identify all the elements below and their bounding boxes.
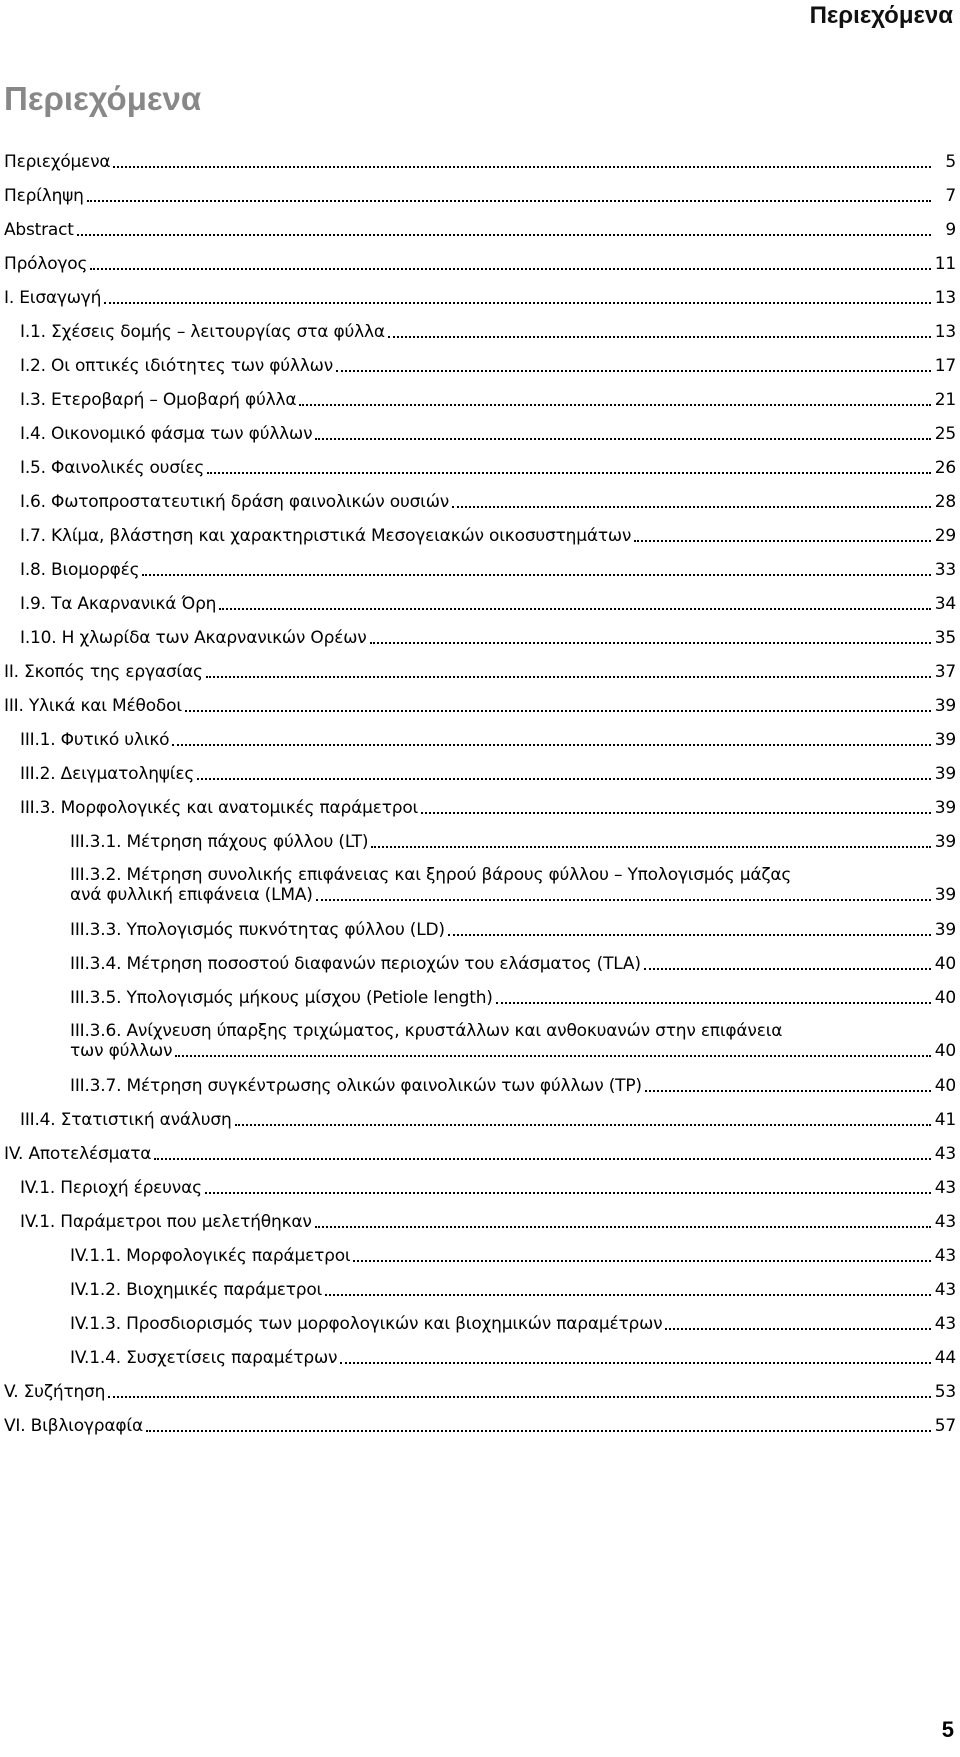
dot-leader (645, 1090, 931, 1092)
toc-label: Περιεχόμενα (4, 152, 111, 172)
toc-page-number: 13 (934, 322, 956, 342)
toc-entry[interactable] (0, 696, 956, 716)
dot-leader (496, 1002, 931, 1004)
dot-leader (104, 302, 931, 304)
toc-entry[interactable] (0, 152, 956, 172)
toc-entry[interactable] (0, 1212, 956, 1232)
toc-label: IV.1. Περιοχή έρευνας (20, 1178, 202, 1198)
toc-entry[interactable] (0, 954, 956, 974)
dot-leader (175, 1055, 931, 1057)
toc-page-number: 57 (934, 1416, 956, 1436)
dot-leader (77, 234, 931, 236)
toc-label: I.1. Σχέσεις δομής – λειτουργίας στα φύλλα (20, 322, 385, 342)
dot-leader (316, 899, 931, 901)
toc-entry[interactable] (0, 356, 956, 376)
dot-leader (142, 574, 931, 576)
toc-entry[interactable] (0, 1382, 956, 1402)
toc-entry[interactable] (0, 764, 956, 784)
dot-leader (644, 968, 931, 970)
toc-label: VI. Βιβλιογραφία (4, 1416, 143, 1436)
toc-page-number: 43 (934, 1314, 956, 1334)
toc-entry[interactable] (0, 1144, 956, 1164)
toc-page-number: 7 (945, 186, 956, 206)
toc-page-number: 37 (934, 662, 956, 682)
toc-entry[interactable] (0, 220, 956, 240)
toc-entry[interactable] (0, 560, 956, 580)
toc-page-number: 53 (934, 1382, 956, 1402)
dot-leader (87, 200, 931, 202)
toc-entry[interactable] (0, 1110, 956, 1130)
dot-leader (197, 778, 931, 780)
toc-page-number: 40 (934, 954, 956, 974)
toc-page-number: 44 (934, 1348, 956, 1368)
dot-leader (336, 370, 931, 372)
dot-leader (634, 540, 931, 542)
toc-entry[interactable] (0, 1416, 956, 1436)
dot-leader (235, 1124, 931, 1126)
dot-leader (315, 438, 931, 440)
toc-label: IV.1.4. Συσχετίσεις παραμέτρων (70, 1348, 338, 1368)
toc-page-number: 40 (934, 988, 956, 1008)
toc-label: Abstract (4, 220, 74, 240)
toc-page-number: 40 (934, 1041, 956, 1061)
toc-label: V. Συζήτηση (4, 1382, 106, 1402)
dot-leader (448, 934, 931, 936)
dot-leader (185, 710, 931, 712)
toc-entry[interactable] (0, 1246, 956, 1266)
toc-entry[interactable] (0, 254, 956, 274)
dot-leader (452, 506, 931, 508)
dot-leader (299, 404, 931, 406)
toc-entry[interactable] (0, 492, 956, 512)
toc-label: III.3. Μορφολογικές και ανατομικές παράμετροι (20, 798, 419, 818)
toc-page-number: 39 (934, 730, 956, 750)
page-title: Περιεχόμενα (4, 80, 202, 117)
toc-page-number: 5 (945, 152, 956, 172)
toc-entry[interactable] (0, 390, 956, 410)
toc-label-continuation: ανά φυλλική επιφάνεια (LMA) (70, 885, 313, 905)
toc-page-number: 25 (934, 424, 956, 444)
toc-entry[interactable] (0, 1280, 956, 1300)
toc-label: IV.1.2. Βιοχημικές παράμετροι (70, 1280, 323, 1300)
toc-label: III.3.3. Υπολογισμός πυκνότητας φύλλου (LD) (70, 920, 445, 940)
toc-entry[interactable] (0, 1348, 956, 1368)
toc-label: III.4. Στατιστική ανάλυση (20, 1110, 232, 1130)
page-number: 5 (941, 1717, 954, 1742)
toc-label: III.3.7. Μέτρηση συγκέντρωσης ολικών φαινολικών των φύλλων (TP) (70, 1076, 642, 1096)
toc-entry[interactable] (0, 662, 956, 682)
toc-label: IV.1. Παράμετροι που μελετήθηκαν (20, 1212, 312, 1232)
dot-leader (353, 1260, 931, 1262)
toc-page-number: 43 (934, 1144, 956, 1164)
toc-entry[interactable] (0, 288, 956, 308)
toc-entry[interactable] (0, 628, 956, 648)
dot-leader (370, 642, 931, 644)
toc-entry[interactable] (0, 798, 956, 818)
toc-page-number: 41 (934, 1110, 956, 1130)
toc-page-number: 40 (934, 1076, 956, 1096)
toc-entry[interactable] (0, 526, 956, 546)
toc-page-number: 28 (934, 492, 956, 512)
toc-entry[interactable] (0, 1076, 956, 1096)
toc-label: I.10. Η χλωρίδα των Ακαρνανικών Ορέων (20, 628, 367, 648)
toc-label: IV.1.3. Προσδιορισμός των μορφολογικών και βιοχημικών παραμέτρων (70, 1314, 663, 1334)
toc-label: III.1. Φυτικό υλικό (20, 730, 170, 750)
toc-label: I.6. Φωτοπροστατευτική δράση φαινολικών ουσιών (20, 492, 450, 512)
dot-leader (219, 608, 931, 610)
dot-leader (146, 1430, 931, 1432)
dot-leader (206, 676, 931, 678)
toc-entry[interactable] (0, 730, 956, 750)
toc-entry[interactable] (0, 865, 956, 905)
toc-label: III.3.2. Μέτρηση συνολικής επιφάνειας και ξηρού βάρους φύλλου – Υπολογισμός μάζας (70, 865, 792, 885)
dot-leader (108, 1396, 931, 1398)
toc-label: I.9. Τα Ακαρνανικά Όρη (20, 594, 217, 614)
toc-label: Πρόλογος (4, 254, 88, 274)
toc-label: III.3.4. Μέτρηση ποσοστού διαφανών περιοχών του ελάσματος (TLA) (70, 954, 641, 974)
toc-page-number: 26 (934, 458, 956, 478)
toc-label: III.2. Δειγματοληψίες (20, 764, 195, 784)
toc-label: III.3.6. Ανίχνευση ύπαρξης τριχώματος, κρυστάλλων και ανθοκυανών στην επιφάνεια (70, 1021, 783, 1041)
toc-label: III. Υλικά και Μέθοδοι (4, 696, 182, 716)
toc-entry[interactable] (0, 988, 956, 1008)
toc-label: I.5. Φαινολικές ουσίες (20, 458, 205, 478)
toc-entry[interactable] (0, 920, 956, 940)
toc-page-number: 13 (934, 288, 956, 308)
running-header: Περιεχόμενα (809, 2, 953, 29)
dot-leader (172, 744, 931, 746)
dot-leader (315, 1226, 931, 1228)
toc-page-number: 43 (934, 1246, 956, 1266)
toc-entry[interactable] (0, 458, 956, 478)
toc-entry[interactable] (0, 1021, 956, 1061)
dot-leader (207, 472, 931, 474)
dot-leader (113, 166, 931, 168)
toc-entry[interactable] (0, 186, 956, 206)
toc-entry[interactable] (0, 594, 956, 614)
toc-page-number: 34 (934, 594, 956, 614)
toc-page-number: 43 (934, 1178, 956, 1198)
dot-leader (340, 1362, 931, 1364)
toc-page-number: 11 (934, 254, 956, 274)
toc-label: I.4. Οικονομικό φάσμα των φύλλων (20, 424, 313, 444)
toc-label: I.7. Κλίμα, βλάστηση και χαρακτηριστικά Μεσογειακών οικοσυστημάτων (20, 526, 632, 546)
toc-label: II. Σκοπός της εργασίας (4, 662, 203, 682)
toc-page-number: 43 (934, 1280, 956, 1300)
toc-page-number: 33 (934, 560, 956, 580)
toc-label: Περίληψη (4, 186, 84, 206)
toc-label: III.3.5. Υπολογισμός μήκους μίσχου (Petiole length) (70, 988, 493, 1008)
toc-label: I.3. Ετεροβαρή – Ομοβαρή φύλλα (20, 390, 297, 410)
dot-leader (154, 1158, 931, 1160)
toc-page-number: 39 (934, 885, 956, 905)
toc-label: IV. Αποτελέσματα (4, 1144, 152, 1164)
toc-page-number: 9 (945, 220, 956, 240)
dot-leader (205, 1192, 931, 1194)
toc-page-number: 39 (934, 696, 956, 716)
dot-leader (90, 268, 931, 270)
toc-label-continuation: των φύλλων (70, 1041, 173, 1061)
toc-page-number: 39 (934, 798, 956, 818)
dot-leader (421, 812, 931, 814)
toc-page-number: 39 (934, 920, 956, 940)
dot-leader (388, 336, 931, 338)
toc-label: I.2. Οι οπτικές ιδιότητες των φύλλων (20, 356, 333, 376)
toc-label: I.8. Βιομορφές (20, 560, 140, 580)
dot-leader (371, 846, 931, 848)
toc-label: I. Εισαγωγή (4, 288, 102, 308)
toc-entry[interactable] (0, 322, 956, 342)
toc-entry[interactable] (0, 424, 956, 444)
toc-label: IV.1.1. Μορφολογικές παράμετροι (70, 1246, 351, 1266)
toc-page-number: 21 (934, 390, 956, 410)
toc-entry[interactable] (0, 1178, 956, 1198)
dot-leader (665, 1328, 931, 1330)
toc-label: III.3.1. Μέτρηση πάχους φύλλου (LT) (70, 832, 369, 852)
toc-page-number: 17 (934, 356, 956, 376)
toc-page-number: 43 (934, 1212, 956, 1232)
toc-page-number: 39 (934, 764, 956, 784)
toc-page-number: 39 (934, 832, 956, 852)
toc-entry[interactable] (0, 1314, 956, 1334)
dot-leader (325, 1294, 931, 1296)
toc-entry[interactable] (0, 832, 956, 852)
toc-page-number: 29 (934, 526, 956, 546)
toc-page-number: 35 (934, 628, 956, 648)
